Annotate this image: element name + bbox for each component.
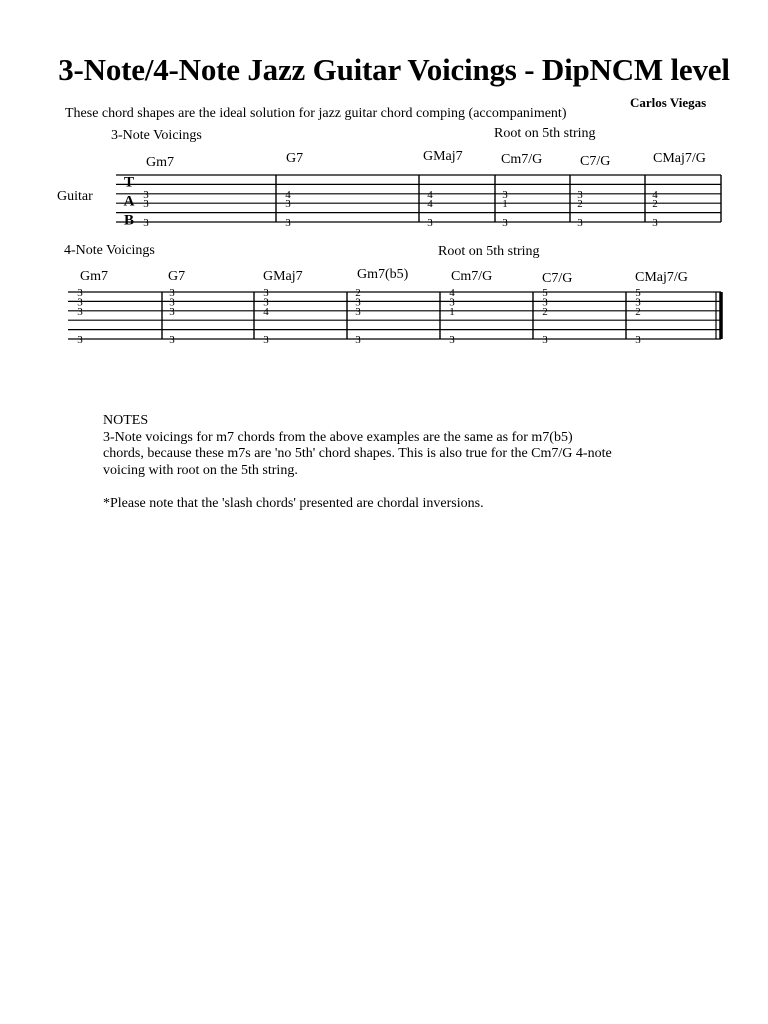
page-title: 3-Note/4-Note Jazz Guitar Voicings - DipNCM level [58,52,730,87]
fret-number: 3 [355,296,361,309]
fret-number: 3 [542,334,548,346]
fret-number: 2 [577,198,583,211]
fret-number: 3 [542,296,548,309]
fret-number: 5 [542,287,548,299]
fret-number: 5 [635,287,641,299]
fret-number: 4 [263,305,269,318]
chord-name: G7 [168,269,186,284]
root-label-system-1: Root on 5th string [494,126,596,141]
chord-name: Gm7 [146,155,174,170]
fret-number: 2 [635,305,641,318]
fret-number: 3 [143,217,149,229]
fret-number: 3 [77,287,83,299]
fret-number: 1 [502,198,508,211]
notes-footnote: *Please note that the 'slash chords' presented are chordal inversions. [103,495,484,511]
fret-number: 3 [263,296,269,309]
chord-name: C7/G [580,154,611,169]
fret-number: 3 [449,296,455,309]
fret-number: 4 [449,287,455,299]
fret-number: 2 [355,287,361,299]
chord-name: Gm7(b5) [357,267,409,282]
fret-number: 3 [502,188,508,201]
notes-line: voicing with root on the 5th string. [103,462,298,478]
fret-number: 2 [652,198,658,211]
chord-name: C7/G [542,271,573,286]
fret-number: 3 [169,334,175,346]
chord-name: Gm7 [80,269,108,284]
section-label-3-note: 3-Note Voicings [111,128,202,143]
fret-number: 3 [263,287,269,299]
root-label-system-2: Root on 5th string [438,244,540,259]
fret-number: 3 [169,287,175,299]
fret-number: 3 [652,217,658,229]
notes-line: 3-Note voicings for m7 chords from the above examples are the same as for m7(b5) [103,429,573,445]
fret-number: 3 [355,305,361,318]
chord-name: Cm7/G [451,269,493,284]
notes-heading: NOTES [103,413,149,428]
instrument-label: Guitar [57,189,93,204]
fret-number: 4 [285,188,291,201]
fret-number: 3 [143,198,149,211]
fret-number: 3 [77,334,83,346]
fret-number: 3 [77,296,83,309]
fret-number: 4 [427,188,433,201]
fret-number: 4 [427,198,433,211]
fret-number: 3 [577,188,583,201]
tab-clef-letter: B [123,212,135,229]
chord-name: Cm7/G [501,152,543,167]
chord-name: GMaj7 [423,149,463,164]
author-name: Carlos Viegas [630,95,707,110]
fret-number: 3 [577,217,583,229]
fret-number: 3 [169,296,175,309]
fret-number: 3 [143,188,149,201]
section-label-4-note: 4-Note Voicings [64,243,155,258]
intro-text: These chord shapes are the ideal solution for jazz guitar chord comping (accompaniment) [65,106,567,121]
fret-number: 3 [169,305,175,318]
chord-name: CMaj7/G [635,270,688,285]
fret-number: 3 [77,305,83,318]
fret-number: 3 [263,334,269,346]
tablature-staves [0,0,768,360]
fret-number: 3 [502,217,508,229]
fret-number: 3 [449,334,455,346]
tab-clef-letter: T [123,174,135,191]
fret-number: 3 [427,217,433,229]
fret-number: 3 [285,198,291,211]
chord-name: CMaj7/G [653,151,706,166]
notes-line: chords, because these m7s are 'no 5th' chord shapes. This is also true for the Cm7/G 4-note [103,446,612,461]
fret-number: 3 [635,296,641,309]
fret-number: 3 [635,334,641,346]
fret-number: 3 [355,334,361,346]
fret-number: 2 [542,305,548,318]
fret-number: 4 [652,188,658,201]
tab-clef-letter: A [123,193,135,210]
chord-name: G7 [286,151,304,166]
fret-number: 1 [449,305,455,318]
fret-number: 3 [285,217,291,229]
notes-section [103,413,612,512]
chord-name: GMaj7 [263,269,303,284]
